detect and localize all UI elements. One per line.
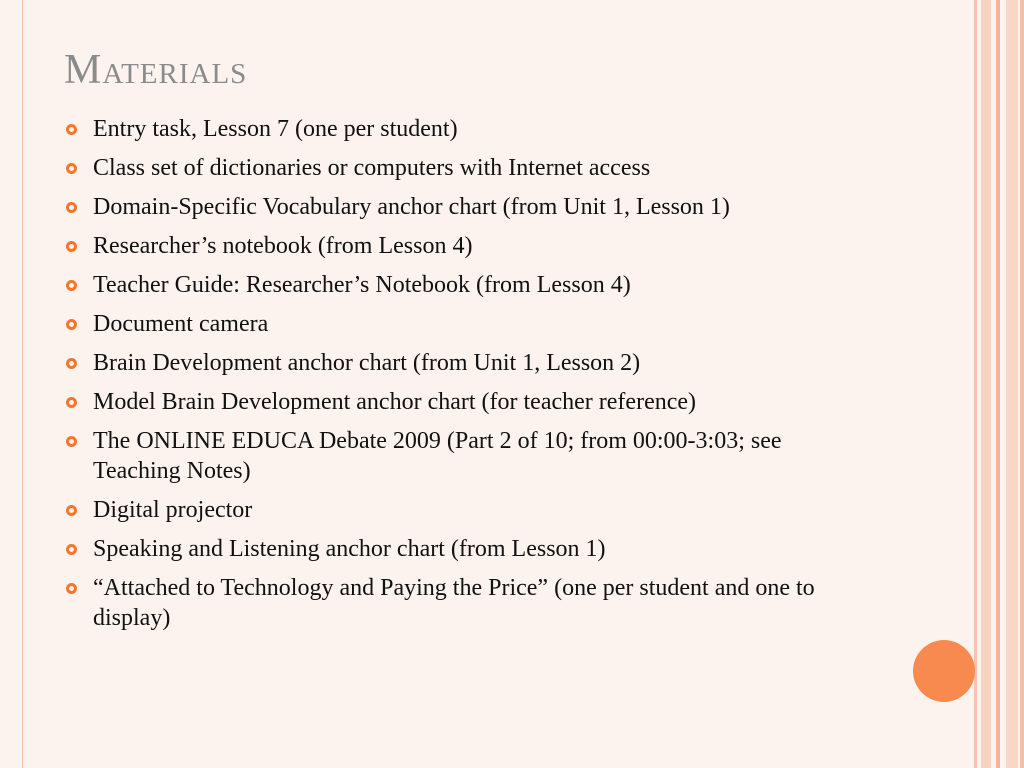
list-item-text: The ONLINE EDUCA Debate 2009 (Part 2 of 10; from 00:00-3:03; see Teaching Notes) xyxy=(93,428,782,484)
decorative-circle xyxy=(913,640,975,702)
bullet-icon xyxy=(66,280,77,291)
list-item xyxy=(64,387,864,417)
list-item xyxy=(64,309,864,339)
bullet-icon xyxy=(66,583,77,594)
list-item-text: Speaking and Listening anchor chart (from Lesson 1) xyxy=(93,536,606,562)
bullet-icon xyxy=(66,544,77,555)
band xyxy=(981,0,991,768)
slide-title: Materials xyxy=(64,47,248,93)
list-item-text: Model Brain Development anchor chart (for teacher reference) xyxy=(93,389,697,415)
list-item-text: Domain-Specific Vocabulary anchor chart (from Unit 1, Lesson 1) xyxy=(93,194,730,220)
band xyxy=(1006,0,1018,768)
list-item xyxy=(64,270,864,300)
list-item xyxy=(64,495,864,525)
list-item-text: Document camera xyxy=(93,311,269,337)
band xyxy=(974,0,977,768)
list-item xyxy=(64,153,864,183)
band xyxy=(996,0,1000,768)
list-item-text: Digital projector xyxy=(93,497,253,523)
list-item xyxy=(64,534,864,564)
list-item-text: Brain Development anchor chart (from Unit 1, Lesson 2) xyxy=(93,350,641,376)
list-item xyxy=(64,426,864,486)
right-decorative-bands xyxy=(974,0,1024,768)
list-item xyxy=(64,348,864,378)
list-item xyxy=(64,114,864,144)
band xyxy=(1020,0,1024,768)
bullet-icon xyxy=(66,358,77,369)
left-frame-line xyxy=(22,0,23,768)
bullet-icon xyxy=(66,319,77,330)
list-item xyxy=(64,231,864,261)
list-item xyxy=(64,192,864,222)
bullet-icon xyxy=(66,436,77,447)
list-item-text: Researcher’s notebook (from Lesson 4) xyxy=(93,233,473,259)
bullet-icon xyxy=(66,124,77,135)
bullet-icon xyxy=(66,397,77,408)
bullet-icon xyxy=(66,241,77,252)
list-item-text: “Attached to Technology and Paying the Price” (one per student and one to display) xyxy=(93,575,815,631)
list-item xyxy=(64,573,864,633)
materials-list xyxy=(64,114,864,642)
bullet-icon xyxy=(66,505,77,516)
list-item-text: Teacher Guide: Researcher’s Notebook (from Lesson 4) xyxy=(93,272,631,298)
bullet-icon xyxy=(66,163,77,174)
list-item-text: Entry task, Lesson 7 (one per student) xyxy=(93,116,458,142)
list-item-text: Class set of dictionaries or computers with Internet access xyxy=(93,155,651,181)
bullet-icon xyxy=(66,202,77,213)
